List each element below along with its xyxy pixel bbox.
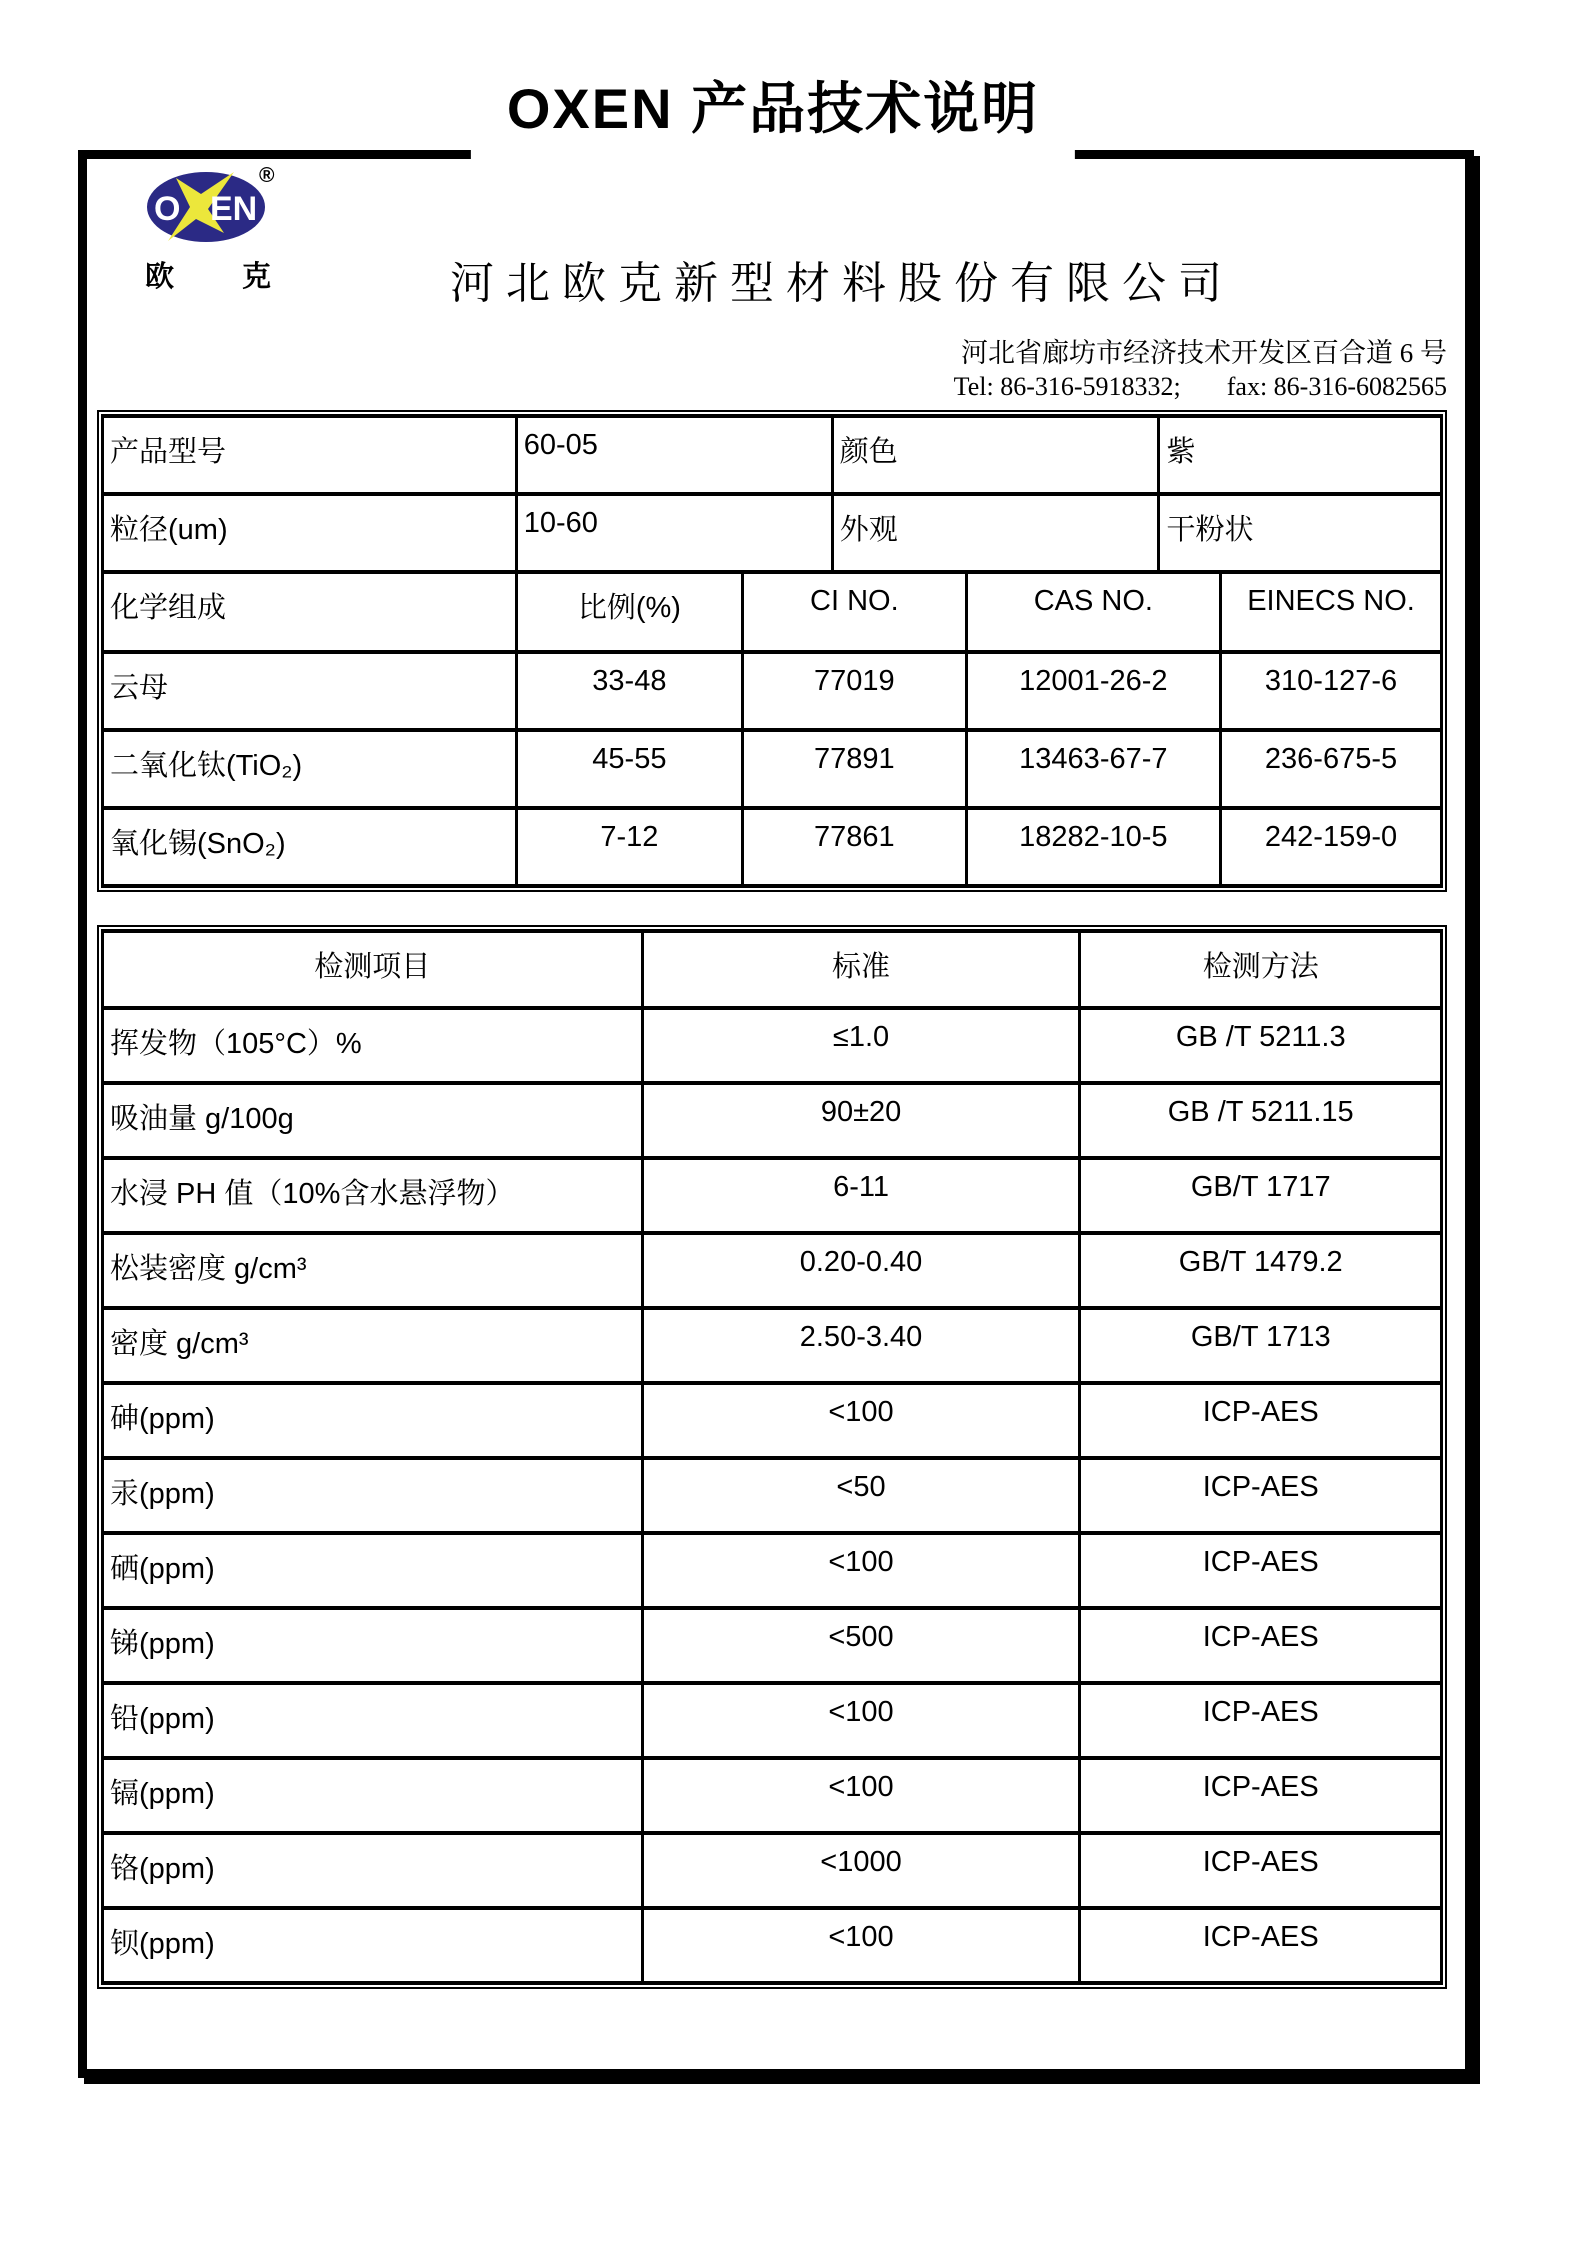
table-cell: 12001-26-2 <box>966 652 1220 730</box>
logo-letter-o: O <box>154 190 181 228</box>
product-info-grid <box>101 414 1443 574</box>
column-header: 化学组成 <box>103 574 517 652</box>
table-row <box>103 730 1442 808</box>
logo-caption-char: 克 <box>241 261 271 293</box>
table-cell: ICP-AES <box>1080 1458 1442 1533</box>
table-cell: 汞(ppm) <box>103 1458 643 1533</box>
table-cell: <500 <box>642 1608 1080 1683</box>
table-header-row <box>103 931 1442 1008</box>
product-info-table <box>97 410 1447 892</box>
table-row <box>103 1383 1442 1458</box>
table-cell: 2.50-3.40 <box>642 1308 1080 1383</box>
column-header: 检测方法 <box>1080 931 1442 1008</box>
table-row <box>103 494 1442 572</box>
table-cell: 铅(ppm) <box>103 1683 643 1758</box>
table-cell: 紫 <box>1159 416 1442 494</box>
table-cell: GB/T 1479.2 <box>1080 1233 1442 1308</box>
table-cell: 挥发物（105°C）% <box>103 1008 643 1083</box>
table-cell: GB /T 5211.3 <box>1080 1008 1442 1083</box>
table-cell: 45-55 <box>516 730 742 808</box>
column-header: 比例(%) <box>516 574 742 652</box>
table-cell: ICP-AES <box>1080 1758 1442 1833</box>
table-cell: <50 <box>642 1458 1080 1533</box>
table-cell: <100 <box>642 1383 1080 1458</box>
column-header: 检测项目 <box>103 931 643 1008</box>
table-row <box>103 1233 1442 1308</box>
oxen-logo <box>145 164 375 293</box>
company-name: 河北欧克新型材料股份有限公司 <box>450 259 1234 308</box>
table-cell: 铬(ppm) <box>103 1833 643 1908</box>
registered-trademark-icon: ® <box>259 164 275 187</box>
table-cell: ICP-AES <box>1080 1533 1442 1608</box>
table-cell: <100 <box>642 1758 1080 1833</box>
oxen-logo-mark <box>145 170 267 244</box>
table-cell: 产品型号 <box>103 416 517 494</box>
table-cell: 密度 g/cm³ <box>103 1308 643 1383</box>
table-cell: 干粉状 <box>1159 494 1442 572</box>
table-row <box>103 1083 1442 1158</box>
table-cell: ICP-AES <box>1080 1608 1442 1683</box>
table-cell: 77019 <box>743 652 967 730</box>
table-cell: 云母 <box>103 652 517 730</box>
page-title: OXEN 产品技术说明 <box>471 72 1075 166</box>
table-cell: GB/T 1717 <box>1080 1158 1442 1233</box>
table-cell: 粒径(um) <box>103 494 517 572</box>
logo-caption-char: 欧 <box>145 261 175 293</box>
table-cell: 钡(ppm) <box>103 1908 643 1983</box>
column-header: 标准 <box>642 931 1080 1008</box>
table-cell: 7-12 <box>516 808 742 886</box>
table-cell: ≤1.0 <box>642 1008 1080 1083</box>
logo-caption <box>145 254 271 295</box>
table-cell: ICP-AES <box>1080 1908 1442 1983</box>
table-cell: 60-05 <box>516 416 832 494</box>
table-cell: GB /T 5211.15 <box>1080 1083 1442 1158</box>
table-cell: 77891 <box>743 730 967 808</box>
table-cell: 77861 <box>743 808 967 886</box>
table-cell: 18282-10-5 <box>966 808 1220 886</box>
table-row <box>103 1683 1442 1758</box>
address-line: 河北省廊坊市经济技术开发区百合道 6 号 <box>961 338 1447 368</box>
test-results-table <box>97 925 1447 1989</box>
table-cell: 310-127-6 <box>1221 652 1442 730</box>
column-header: CAS NO. <box>966 574 1220 652</box>
table-row <box>103 1533 1442 1608</box>
table-row <box>103 1008 1442 1083</box>
table-cell: 颜色 <box>832 416 1159 494</box>
table-row <box>103 652 1442 730</box>
table-cell: 镉(ppm) <box>103 1758 643 1833</box>
table-cell: 松装密度 g/cm³ <box>103 1233 643 1308</box>
table-cell: GB/T 1713 <box>1080 1308 1442 1383</box>
contact-line <box>954 370 1447 403</box>
table-cell: 236-675-5 <box>1221 730 1442 808</box>
table-cell: 二氧化钛(TiO₂) <box>103 730 517 808</box>
table-cell: ICP-AES <box>1080 1683 1442 1758</box>
table-cell: 砷(ppm) <box>103 1383 643 1458</box>
fax: fax: 86-316-6082565 <box>1226 372 1447 401</box>
table-row <box>103 808 1442 886</box>
table-cell: <100 <box>642 1533 1080 1608</box>
table-row <box>103 1158 1442 1233</box>
address-block <box>954 337 1447 403</box>
table-cell: 10-60 <box>516 494 832 572</box>
telephone: Tel: 86-316-5918332; <box>953 372 1181 401</box>
table-row <box>103 1608 1442 1683</box>
table-cell: 0.20-0.40 <box>642 1233 1080 1308</box>
table-cell: ICP-AES <box>1080 1383 1442 1458</box>
table-cell: <100 <box>642 1683 1080 1758</box>
table-row <box>103 416 1442 494</box>
table-row <box>103 1308 1442 1383</box>
table-cell: ICP-AES <box>1080 1833 1442 1908</box>
table-row <box>103 1908 1442 1983</box>
table-cell: <1000 <box>642 1833 1080 1908</box>
column-header: CI NO. <box>743 574 967 652</box>
test-results-grid <box>101 929 1443 1985</box>
table-row <box>103 1458 1442 1533</box>
table-cell: 90±20 <box>642 1083 1080 1158</box>
table-cell: 外观 <box>832 494 1159 572</box>
table-cell: 6-11 <box>642 1158 1080 1233</box>
table-cell: 33-48 <box>516 652 742 730</box>
composition-grid <box>101 574 1443 888</box>
table-row <box>103 1833 1442 1908</box>
table-row <box>103 1758 1442 1833</box>
table-cell: 13463-67-7 <box>966 730 1220 808</box>
table-cell: 水浸 PH 值（10%含水悬浮物） <box>103 1158 643 1233</box>
table-cell: 氧化锡(SnO₂) <box>103 808 517 886</box>
table-cell: 硒(ppm) <box>103 1533 643 1608</box>
table-cell: 锑(ppm) <box>103 1608 643 1683</box>
table-cell: <100 <box>642 1908 1080 1983</box>
table-cell: 吸油量 g/100g <box>103 1083 643 1158</box>
table-cell: 242-159-0 <box>1221 808 1442 886</box>
table-header-row <box>103 574 1442 652</box>
logo-letters-en: EN <box>210 190 258 228</box>
column-header: EINECS NO. <box>1221 574 1442 652</box>
